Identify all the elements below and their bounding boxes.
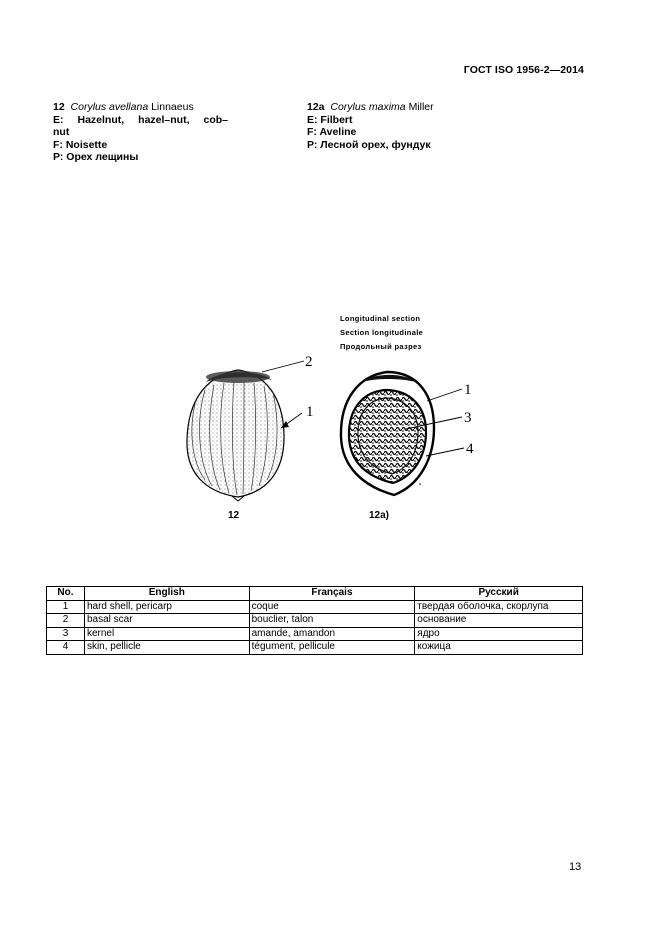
page-number: 13 — [569, 861, 582, 873]
english-name-line2: nut — [53, 126, 70, 139]
table-row — [47, 641, 583, 655]
latin-name: Corylus avellana — [70, 101, 149, 113]
english-name-line1: E: Hazelnut, hazel–nut, cob– — [53, 113, 228, 126]
latin-name: Corylus maxima — [330, 101, 406, 113]
cell-french: amande, amandon — [249, 627, 415, 641]
authority: Miller — [408, 101, 434, 113]
column-header-english: English — [84, 587, 249, 601]
section-label-fr: Section longitudinale — [340, 328, 424, 337]
figure-caption-12: 12 — [228, 510, 240, 521]
cell-french: tégument, pellicule — [249, 641, 415, 655]
cell-english: basal scar — [84, 614, 249, 628]
section-label-ru: Продольный разрез — [340, 342, 422, 351]
french-name: F: Aveline — [307, 126, 357, 139]
cell-english: hard shell, pericarp — [84, 600, 249, 614]
cell-english: kernel — [84, 627, 249, 641]
cell-french: bouclier, talon — [249, 614, 415, 628]
entry-number: 12a — [307, 101, 325, 113]
figure-caption-12a: 12a) — [369, 510, 390, 521]
cell-russian: твердая оболочка, скорлупа — [415, 600, 583, 614]
cell-russian: кожица — [415, 641, 583, 655]
callout-label: 1 — [464, 382, 472, 398]
callout-label: 2 — [305, 354, 313, 370]
authority: Linnaeus — [151, 101, 194, 113]
cell-no: 2 — [47, 614, 85, 628]
section-label-en: Longitudinal section — [340, 314, 421, 323]
english-name: E: Filbert — [307, 113, 353, 126]
cell-no: 4 — [47, 641, 85, 655]
terms-table — [46, 586, 583, 655]
column-header-no: No. — [47, 587, 85, 601]
russian-name: Р: Лесной орех, фундук — [307, 138, 431, 151]
callout-label: 3 — [464, 410, 472, 426]
table-row — [47, 614, 583, 628]
hazelnut-section-drawing — [341, 372, 464, 495]
callout-label: 1 — [306, 404, 314, 420]
cell-english: skin, pellicle — [84, 641, 249, 655]
french-name: F: Noisette — [53, 138, 108, 151]
column-header-russian: Русский — [415, 587, 583, 601]
cell-russian: основание — [415, 614, 583, 628]
document-header: ГОСТ ISO 1956-2—2014 — [463, 64, 584, 76]
cell-no: 1 — [47, 600, 85, 614]
russian-name: Р: Орех лещины — [53, 151, 139, 164]
table-header-row — [47, 587, 583, 601]
table-row — [47, 627, 583, 641]
hazelnut-whole-drawing — [187, 361, 304, 501]
cell-russian: ядро — [415, 627, 583, 641]
entry-number: 12 — [53, 101, 65, 113]
cell-no: 3 — [47, 627, 85, 641]
cell-french: coque — [249, 600, 415, 614]
callout-label: 4 — [466, 441, 474, 457]
column-header-french: Français — [249, 587, 415, 601]
table-row — [47, 600, 583, 614]
